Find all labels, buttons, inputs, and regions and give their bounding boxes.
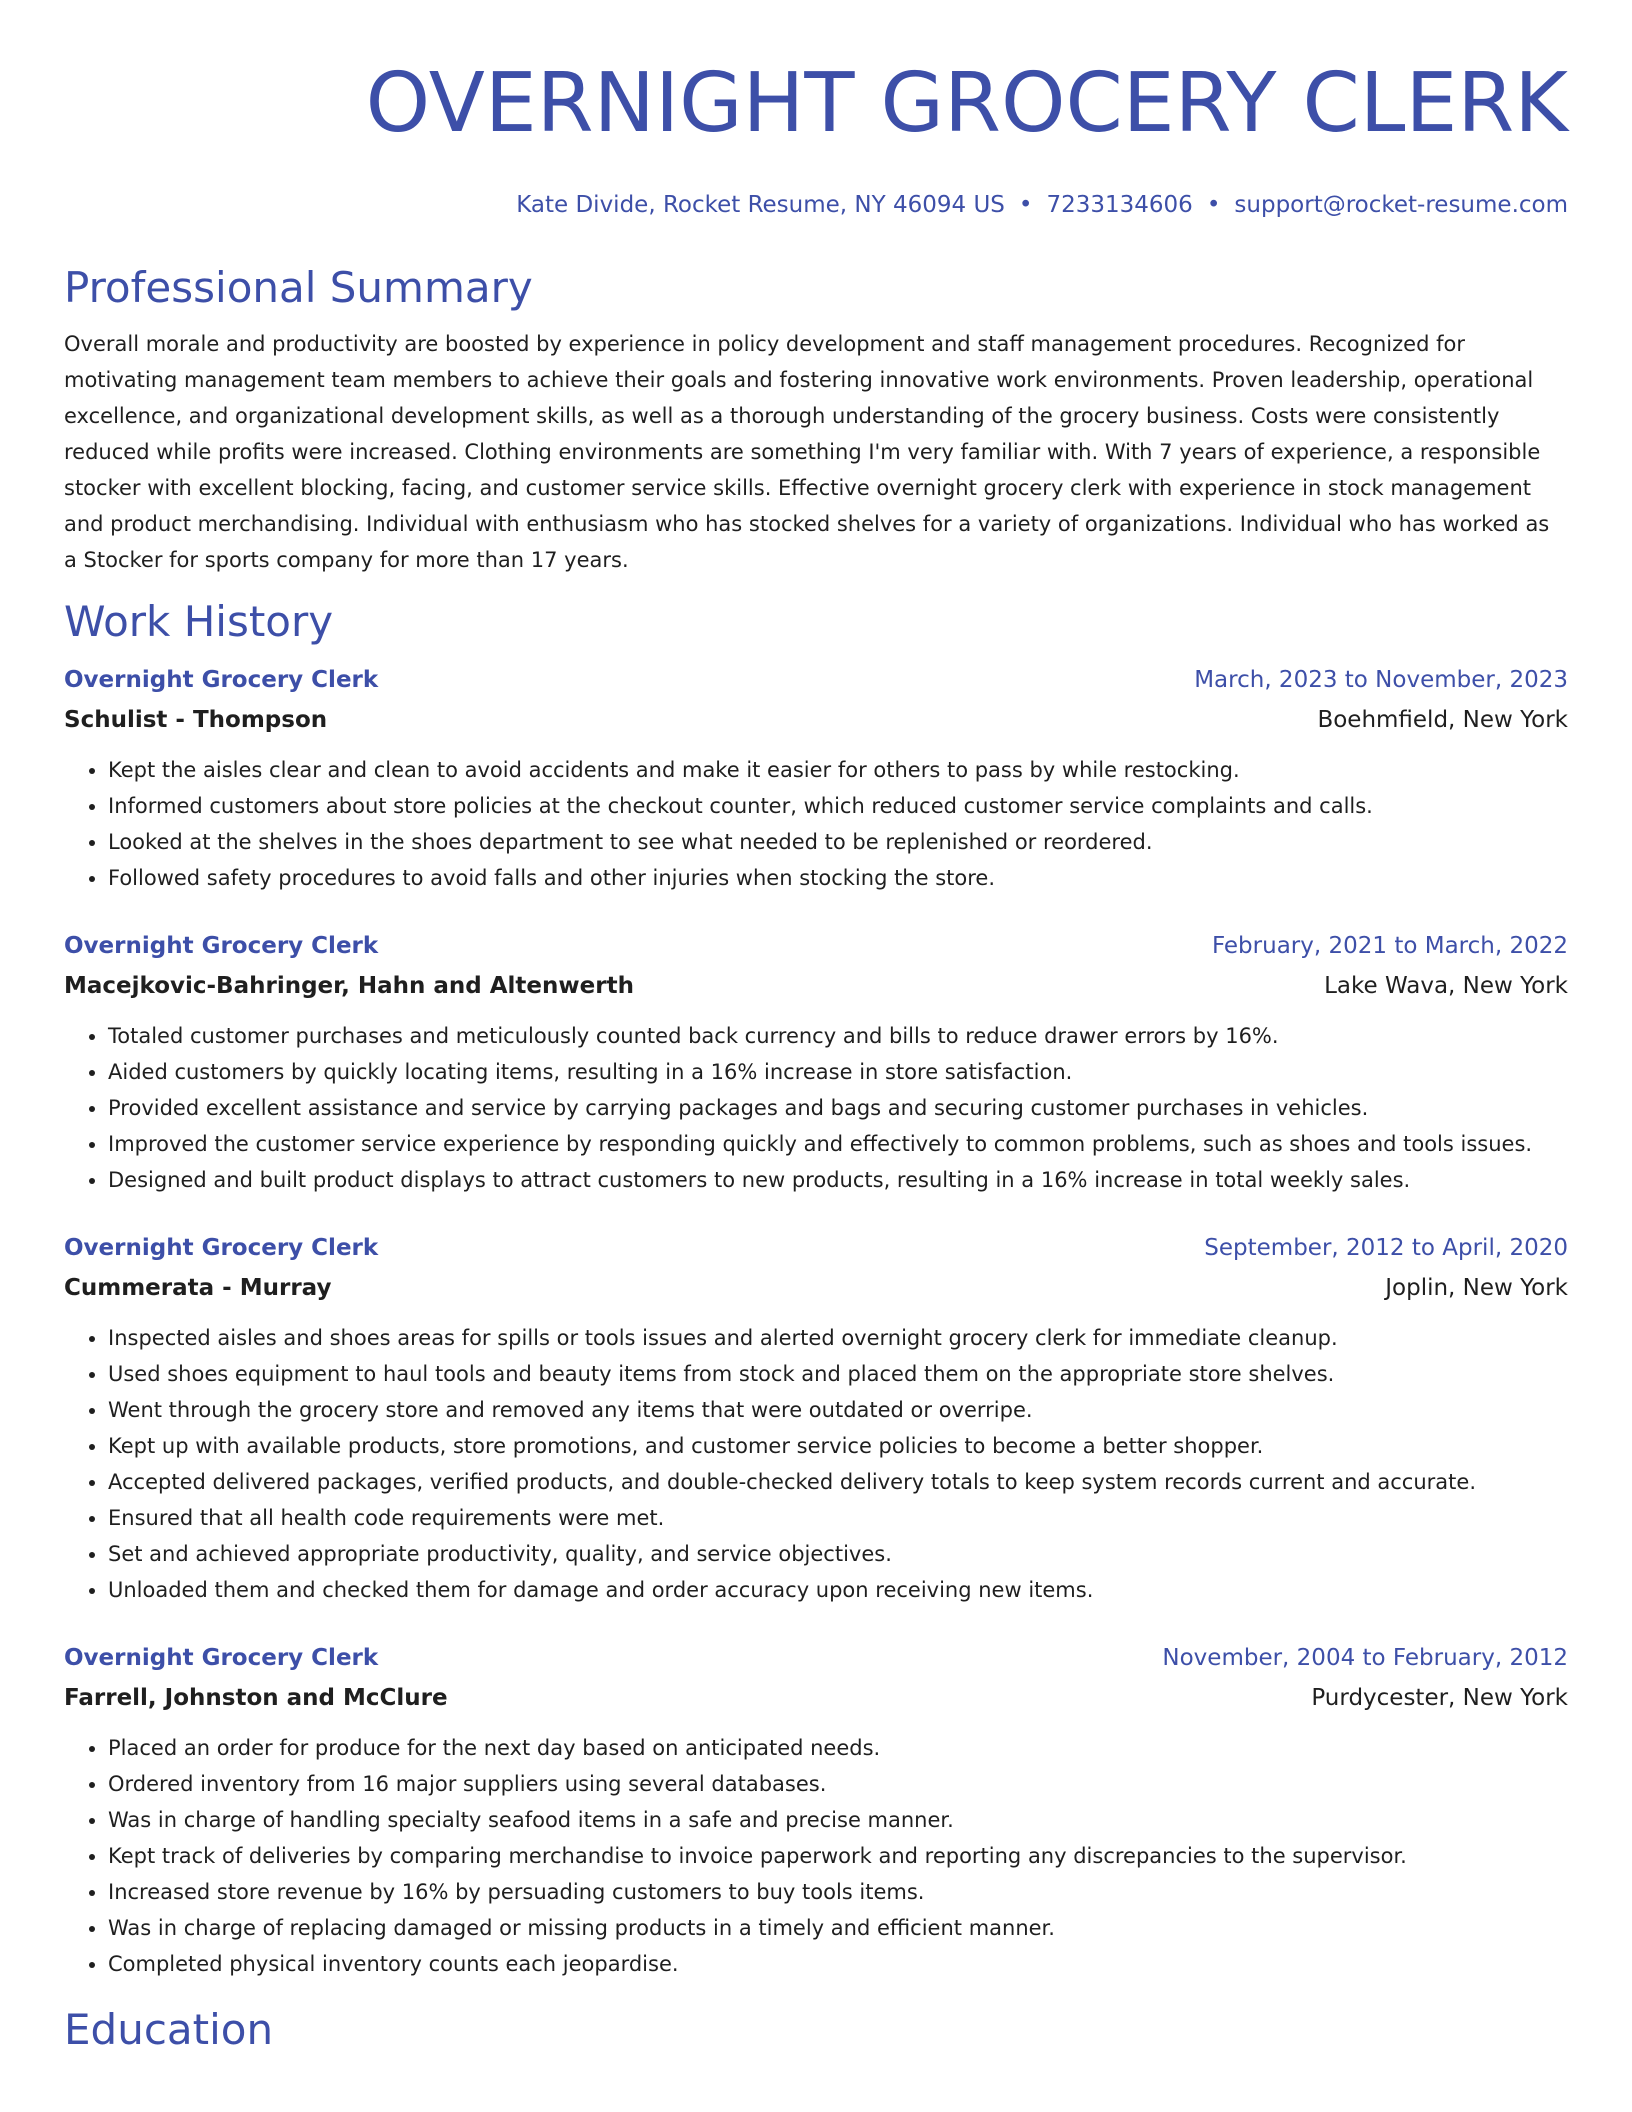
job-title-row	[64, 928, 1568, 964]
job-bullet: • Followed safety procedures to avoid falls and other injuries when stocking the store.	[108, 860, 1568, 896]
job-title: Overnight Grocery Clerk	[64, 667, 379, 693]
job-dates: November, 2004 to February, 2012	[1162, 1645, 1568, 1671]
job-company-row	[64, 702, 1568, 738]
job-bullet: • Kept up with available products, store promotions, and customer service policies to become a better shopper.	[108, 1428, 1568, 1464]
work-history-list	[64, 662, 1568, 1982]
job-bullets	[64, 1730, 1568, 1982]
contact-separator: •	[1206, 192, 1221, 218]
job-bullet: • Kept the aisles clear and clean to avoid accidents and make it easier for others to pass by while restocking.	[108, 752, 1568, 788]
job-bullet: • Was in charge of handling specialty seafood items in a safe and precise manner.	[108, 1802, 1568, 1838]
job-title: Overnight Grocery Clerk	[64, 1645, 379, 1671]
job-bullet: • Inspected aisles and shoes areas for spills or tools issues and alerted overnight grocery clerk for immediate cleanup.	[108, 1320, 1568, 1356]
job-entry	[64, 662, 1568, 896]
job-company-row	[64, 1680, 1568, 1716]
job-bullet: • Improved the customer service experience by responding quickly and effectively to common problems, such as shoes and tools issues.	[108, 1126, 1568, 1162]
job-bullet: • Looked at the shelves in the shoes department to see what needed to be replenished or reordered.	[108, 824, 1568, 860]
contact-separator: •	[1018, 192, 1033, 218]
job-bullet: • Provided excellent assistance and service by carrying packages and bags and securing customer purchases in vehicles.	[108, 1090, 1568, 1126]
work-history-heading: Work History	[64, 597, 334, 646]
job-bullet: • Completed physical inventory counts each jeopardise.	[108, 1946, 1568, 1982]
job-location: Joplin, New York	[1385, 1275, 1568, 1301]
job-company-row	[64, 968, 1568, 1004]
job-bullet: • Was in charge of replacing damaged or missing products in a timely and efficient manner.	[108, 1910, 1568, 1946]
job-location: Lake Wava, New York	[1324, 973, 1568, 999]
job-bullet: • Placed an order for produce for the next day based on anticipated needs.	[108, 1730, 1568, 1766]
contact-email[interactable]: support@rocket-resume.com	[1234, 192, 1568, 218]
job-bullets	[64, 752, 1568, 896]
job-bullet: • Totaled customer purchases and meticulously counted back currency and bills to reduce drawer errors by 16%.	[108, 1018, 1568, 1054]
job-dates: February, 2021 to March, 2022	[1211, 933, 1568, 959]
job-dates: September, 2012 to April, 2020	[1204, 1235, 1568, 1261]
job-bullet: • Used shoes equipment to haul tools and beauty items from stock and placed them on the appropriate store shelves.	[108, 1356, 1568, 1392]
job-title-row	[64, 662, 1568, 698]
job-bullets	[64, 1320, 1568, 1608]
summary-text: Overall morale and productivity are boosted by experience in policy development and staff management procedures. Recognized for motivating management team members to achieve their goals and fostering innovative work environments. Proven leadership, operational excellence, and organizational development skills, as well as a thorough understanding of the grocery business. Costs were consistently reduced while profits were increased. Clothing environments are something I'm very familiar with. With 7 years of experience, a responsible stocker with excellent blocking, facing, and customer service skills. Effective overnight grocery clerk with experience in stock management and product merchandising. Individual with enthusiasm who has stocked shelves for a variety of organizations. Individual who has worked as a Stocker for sports company for more than 17 years.	[64, 332, 1550, 572]
job-bullet: • Set and achieved appropriate productivity, quality, and service objectives.	[108, 1536, 1568, 1572]
resume-page	[64, 0, 1568, 2056]
job-bullet: • Went through the grocery store and removed any items that were outdated or overripe.	[108, 1392, 1568, 1428]
job-bullet: • Unloaded them and checked them for damage and order accuracy upon receiving new items.	[108, 1572, 1568, 1608]
summary-heading: Professional Summary	[64, 263, 533, 312]
job-title-row	[64, 1640, 1568, 1676]
job-title-row	[64, 1230, 1568, 1266]
job-bullet: • Ensured that all health code requirements were met.	[108, 1500, 1568, 1536]
contact-address: Kate Divide, Rocket Resume, NY 46094 US	[516, 192, 1005, 218]
job-location: Purdycester, New York	[1311, 1685, 1568, 1711]
job-bullets	[64, 1018, 1568, 1198]
job-bullet: • Accepted delivered packages, verified products, and double-checked delivery totals to keep system records current and accurate.	[108, 1464, 1568, 1500]
resume-name: OVERNIGHT GROCERY CLERK	[365, 56, 1568, 151]
job-location: Boehmfield, New York	[1317, 707, 1568, 733]
job-company-row	[64, 1270, 1568, 1306]
job-bullet: • Kept track of deliveries by comparing merchandise to invoice paperwork and reporting any discrepancies to the supervisor.	[108, 1838, 1568, 1874]
contact-phone: 7233134606	[1046, 192, 1193, 218]
job-entry	[64, 1230, 1568, 1608]
job-bullet: • Informed customers about store policies at the checkout counter, which reduced customer service complaints and calls.	[108, 788, 1568, 824]
job-title: Overnight Grocery Clerk	[64, 1235, 379, 1261]
job-bullet: • Designed and built product displays to attract customers to new products, resulting in a 16% increase in total weekly sales.	[108, 1162, 1568, 1198]
job-entry	[64, 928, 1568, 1198]
job-bullet: • Increased store revenue by 16% by persuading customers to buy tools items.	[108, 1874, 1568, 1910]
job-company: Farrell, Johnston and McClure	[64, 1685, 448, 1711]
job-title: Overnight Grocery Clerk	[64, 933, 379, 959]
job-company: Macejkovic-Bahringer, Hahn and Altenwerth	[64, 973, 634, 999]
job-entry	[64, 1640, 1568, 1982]
education-heading: Education	[64, 2005, 274, 2054]
job-company: Cummerata - Murray	[64, 1275, 332, 1301]
job-company: Schulist - Thompson	[64, 707, 328, 733]
job-bullet: • Aided customers by quickly locating items, resulting in a 16% increase in store satisfaction.	[108, 1054, 1568, 1090]
job-dates: March, 2023 to November, 2023	[1194, 667, 1568, 693]
job-bullet: • Ordered inventory from 16 major suppliers using several databases.	[108, 1766, 1568, 1802]
contact-line	[64, 190, 1568, 220]
